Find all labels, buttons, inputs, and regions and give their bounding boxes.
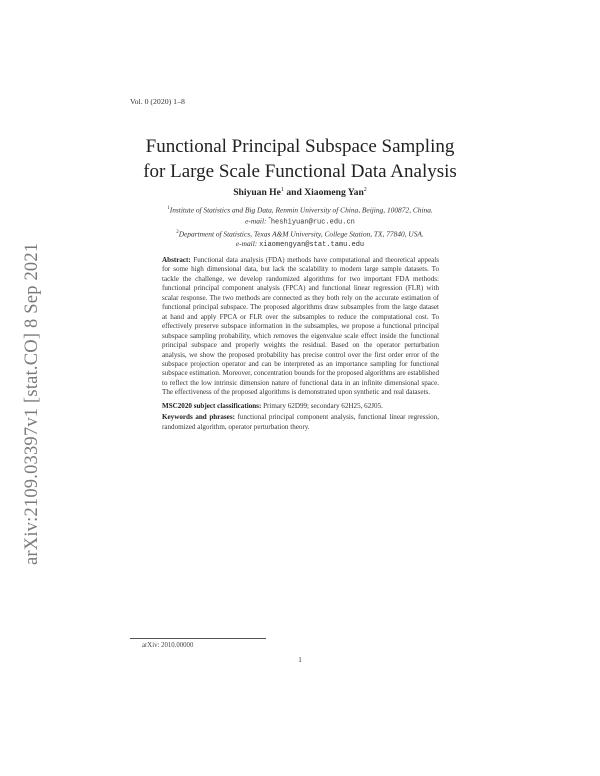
email-address[interactable]: xiaomengyan@stat.tamu.edu — [259, 241, 365, 250]
keywords-label: Keywords and phrases: — [162, 413, 235, 422]
msc-label: MSC2020 subject classifications: — [162, 401, 262, 410]
email-label: e-mail: — [245, 216, 269, 226]
abstract-block — [162, 256, 439, 432]
affiliation-2 — [100, 228, 500, 250]
volume-header: Vol. 0 (2020) 1–8 — [130, 97, 185, 106]
keywords-paragraph — [162, 413, 439, 432]
paper-title-line-1: Functional Principal Subspace Sampling — [145, 136, 455, 157]
footnote-rule — [130, 638, 266, 639]
abstract-label: Abstract: — [162, 256, 191, 264]
arxiv-stamp: arXiv:2109.03397v1 [stat.CO] 8 Sep 2021 — [22, 242, 42, 565]
author-joiner: and — [283, 187, 305, 199]
affiliation-mark: 2 — [176, 230, 179, 235]
keywords-text: functional principal component analysis, functional linear regression, randomized algorithm, operator perturbation theory. — [162, 413, 440, 431]
msc-text: Primary 62D99; secondary 62H25, 62J05. — [263, 401, 383, 410]
author-affil-mark: 2 — [363, 187, 367, 193]
msc-paragraph — [162, 402, 439, 411]
email-address[interactable]: heshiyuan@ruc.edu.cn — [270, 218, 355, 227]
affiliation-1 — [100, 204, 500, 228]
email-label: e-mail: — [235, 239, 260, 249]
page-number: 1 — [298, 656, 302, 664]
paper-title-line-2: for Large Scale Functional Data Analysis — [143, 161, 457, 182]
author-affil-mark: 1 — [280, 187, 284, 193]
affiliation-mark: 1 — [167, 206, 170, 211]
footnote: arXiv: 2010.00000 — [142, 642, 194, 649]
affiliation-institution: Institute of Statistics and Big Data, Renmin University of China, Beijing, 100872, China. — [169, 205, 433, 215]
affiliation-institution: Department of Statistics, Texas A&M University, College Station, TX, 77840, USA. — [178, 229, 424, 239]
abstract-text: Functional data analysis (FDA) methods have computational and theoretical appeals for some high dimensional data, but lack the scalability to modern large sample datasets. To tackle the challenge, we develop randomized algorithms for two important FDA methods: functional principal component analysis (FPCA) and functional linear regression (FLR) with scalar response. The two methods are connected as they both rely on the accurate estimation of functional principal subspace. The proposed algorithms draw subsamples from the large dataset at hand and apply FPCA or FLR over the subsamples to reduce the computational cost. To effectively preserve subspace information in the subsamples, we propose a functional principal subspace sampling probability, which removes the eigenvalue scale effect inside the functional principal subspace and properly weights the residual. Based on the operator perturbation analysis, we show the proposed probability has precise control over the first order error of the subspace projection operator and can be interpreted as an importance sampling for functional subspace estimation. Moreover, concentration bounds for the proposed algorithms are established to reflect the low intrinsic dimension nature of functional data in an infinite dimensional space. The effectiveness of the proposed algorithms is demonstrated upon synthetic and real datasets. — [162, 256, 439, 397]
author-list — [60, 187, 540, 198]
author-name: Xiaomeng Yan — [304, 187, 364, 199]
abstract-paragraph — [162, 256, 439, 398]
author-name: Shiyuan He — [233, 187, 281, 199]
corresponding-mark: * — [268, 217, 271, 223]
